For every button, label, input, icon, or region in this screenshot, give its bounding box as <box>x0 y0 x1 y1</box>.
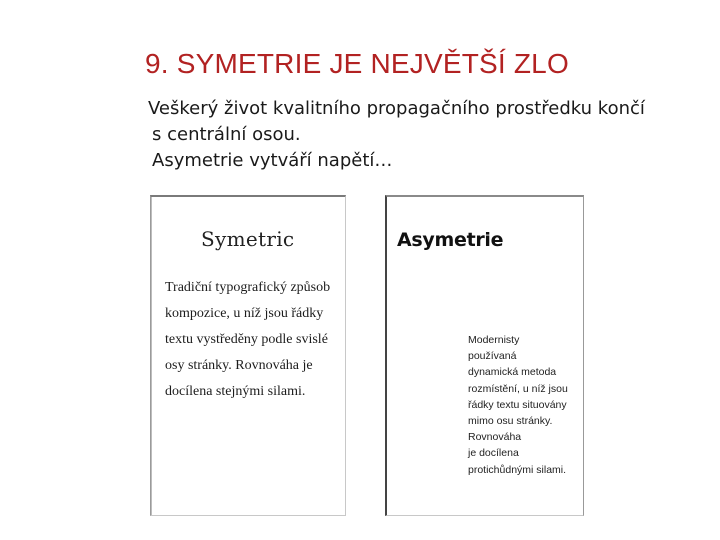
asymmetry-line: Modernisty <box>468 334 520 346</box>
body-line: Asymetrie vytváří napětí… <box>152 150 393 171</box>
symmetry-heading: Symetric <box>201 227 295 251</box>
asymmetry-line: řádky textu situovány <box>468 398 567 411</box>
symmetry-text <box>165 275 345 405</box>
asymmetry-line: dynamická metoda <box>468 366 557 379</box>
symmetry-line: Tradiční typografický způsob <box>165 280 331 295</box>
symmetry-line: osy stránky. Rovnováha je <box>165 358 313 373</box>
asymmetry-heading: Asymetrie <box>397 229 504 251</box>
symmetry-line: kompozice, u níž jsou řádky <box>165 306 324 321</box>
asymmetry-example-page <box>385 195 584 516</box>
asymmetry-line: mimo osu stránky. <box>468 415 553 428</box>
asymmetry-line: protichůdnými silami. <box>468 463 567 476</box>
asymmetry-line: Rovnováha <box>468 431 522 444</box>
asymmetry-line: rozmístění, u níž jsou <box>468 382 568 395</box>
symmetry-example-page <box>150 195 346 516</box>
body-line: Veškerý život kvalitního propagačního prostředku končí <box>148 98 645 119</box>
asymmetry-line: je docílena <box>468 447 519 460</box>
symmetry-line: textu vystředěny podle svislé <box>165 332 328 347</box>
slide-body <box>148 96 708 174</box>
slide-title: 9. SYMETRIE JE NEJVĚTŠÍ ZLO <box>145 48 569 79</box>
body-line: s centrální osou. <box>152 124 301 145</box>
asymmetry-line: používaná <box>468 350 517 363</box>
asymmetry-text <box>468 332 583 478</box>
symmetry-line: docílena stejnými silami. <box>165 384 306 399</box>
